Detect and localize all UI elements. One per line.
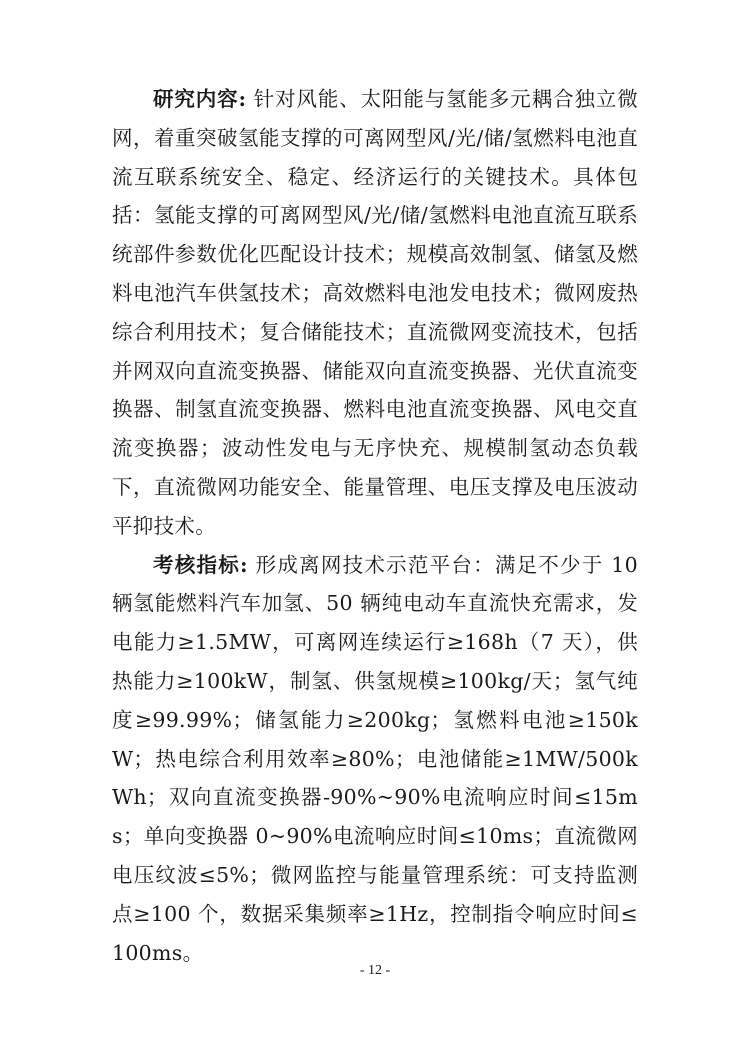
paragraph-text-assessment-indicators: 形成离网技术示范平台：满足不少于 10 辆氢能燃料汽车加氢、50 辆纯电动车直流快充需求，发电能力≥1.5MW，可离网连续运行≥168h（7 天），供热能力≥100kW，制氢、供氢规模≥100kg/天；氢气纯度≥99.99%；储氢能力≥200kg；氢燃料电池≥150kW；热电综合利用效率≥80%；电池储能≥1MW/500kWh；双向直流变换器-90%~90%电流响应时间≤15ms；单向变换器 0~90%电流响应时间≤10ms；直流微网电压纹波≤5%；微网监控与能量管理系统：可支持监测点≥100 个，数据采集频率≥1Hz，控制指令响应时间≤100ms。 <box>112 552 638 965</box>
paragraph-text-research-content: 针对风能、太阳能与氢能多元耦合独立微网，着重突破氢能支撑的可离网型风/光/储/氢燃料电池直流互联系统安全、稳定、经济运行的关键技术。具体包括：氢能支撑的可离网型风/光/储/氢燃料电池直流互联系统部件参数优化匹配设计技术；规模高效制氢、储氢及燃料电池汽车供氢技术；高效燃料电池发电技术；微网废热综合利用技术；复合储能技术；直流微网变流技术，包括并网双向直流变换器、储能双向直流变换器、光伏直流变换器、制氢直流变换器、燃料电池直流变换器、风电交直流变换器；波动性发电与无序快充、规模制氢动态负载下，直流微网功能安全、能量管理、电压支撑及电压波动平抑技术。 <box>112 87 638 538</box>
page-number: - 12 - <box>359 963 391 978</box>
paragraph-lead-assessment-indicators: 考核指标: <box>153 552 248 577</box>
document-body <box>112 80 638 972</box>
paragraph-assessment-indicators <box>112 546 638 973</box>
paragraph-lead-research-content: 研究内容: <box>153 87 247 111</box>
paragraph-research-content <box>112 80 638 546</box>
